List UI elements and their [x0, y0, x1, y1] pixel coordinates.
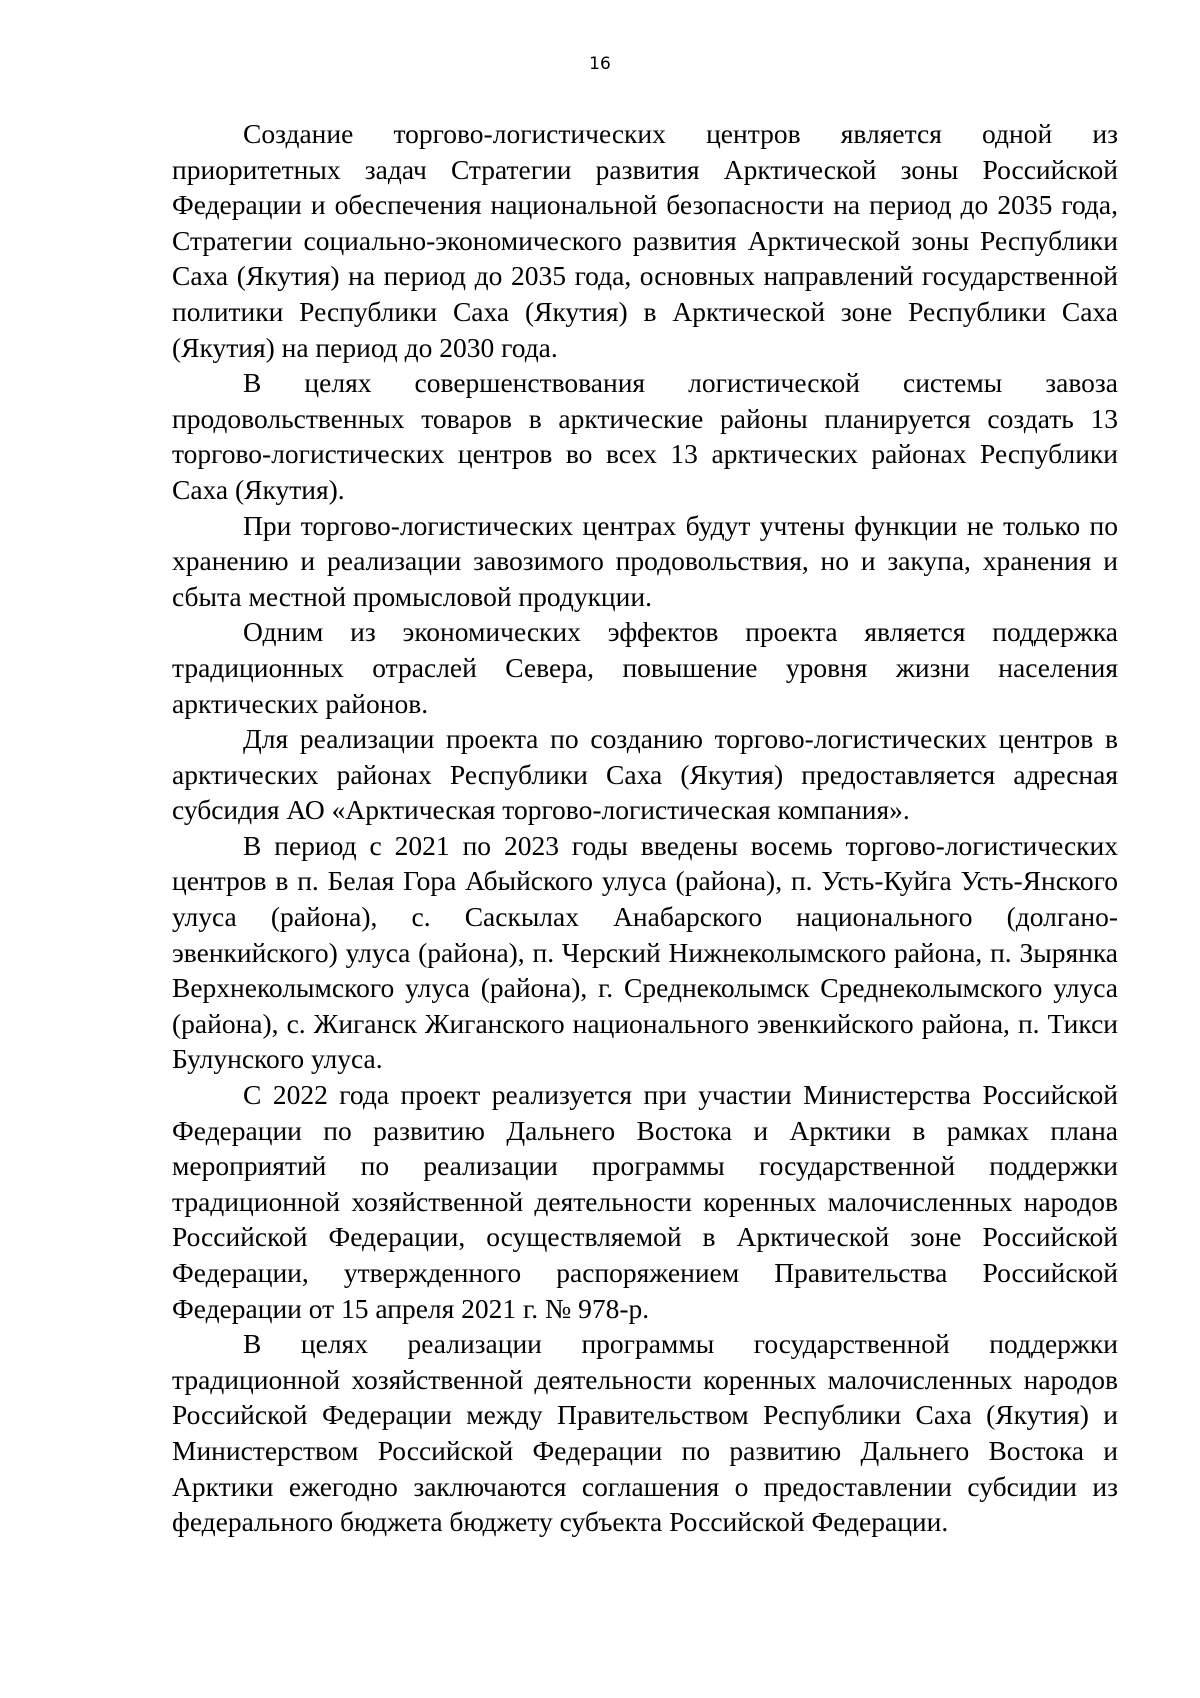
paragraph-economic-effects: Одним из экономических эффектов проекта является поддержка традиционных отраслей Севера, повышение уровня жизни населения арктических районов.	[172, 616, 1118, 719]
paragraph-logistics-system-plan: В целях совершенствования логистической системы завоза продовольственных товаров в арктические районы планируется создать 13 торгово-логистических центров во всех 13 арктических районах Республики Саха (Якутия).	[172, 367, 1118, 505]
document-body	[172, 116, 1118, 1540]
paragraph-targeted-subsidy: Для реализации проекта по созданию торгово-логистических центров в арктических районах Республики Саха (Якутия) предоставляется адресная субсидия АО «Арктическая торгово-логистическая компания».	[172, 723, 1118, 826]
paragraph-center-functions: При торгово-логистических центрах будут учтены функции не только по хранению и реализации завозимого продовольствия, но и закупа, хранения и сбыта местной промысловой продукции.	[172, 509, 1118, 612]
page-number: 16	[589, 54, 611, 74]
paragraph-annual-agreements: В целях реализации программы государственной поддержки традиционной хозяйственной деятельности коренных малочисленных народов Российской Федерации между Правительством Республики Саха (Якутия) и Министерством Российской Федерации по развитию Дальнего Востока и Арктики ежегодно заключаются соглашения о предоставлении субсидии из федерального бюджета бюджету субъекта Российской Федерации.	[172, 1328, 1118, 1538]
paragraph-ministry-participation: С 2022 года проект реализуется при участии Министерства Российской Федерации по развитию Дальнего Востока и Арктики в рамках плана мероприятий по реализации программы государственной поддержки традиционной хозяйственной деятельности коренных малочисленных народов Российской Федерации, осуществляемой в Арктической зоне Российской Федерации, утвержденного распоряжением Правительства Российской Федерации от 15 апреля 2021 г. № 978-р.	[172, 1079, 1118, 1324]
paragraph-trade-logistics-centers-strategy: Создание торгово-логистических центров является одной из приоритетных задач Стратегии развития Арктической зоны Российской Федерации и обеспечения национальной безопасности на период до 2035 года, Стратегии социально-экономического развития Арктической зоны Республики Саха (Якутия) на период до 2035 года, основных направлений государственной политики Республики Саха (Якутия) в Арктической зоне Республики Саха (Якутия) на период до 2030 года.	[172, 118, 1118, 363]
paragraph-centers-introduced: В период с 2021 по 2023 годы введены восемь торгово-логистических центров в п. Белая Гора Абыйского улуса (района), п. Усть-Куйга Усть-Янского улуса (района), с. Саскылах Анабарского национального (долгано-эвенкийского) улуса (района), п. Черский Нижнеколымского района, п. Зырянка Верхнеколымского улуса (района), г. Среднеколымск Среднеколымского улуса (района), с. Жиганск Жиганского национального эвенкийского района, п. Тикси Булунского улуса.	[172, 829, 1118, 1075]
